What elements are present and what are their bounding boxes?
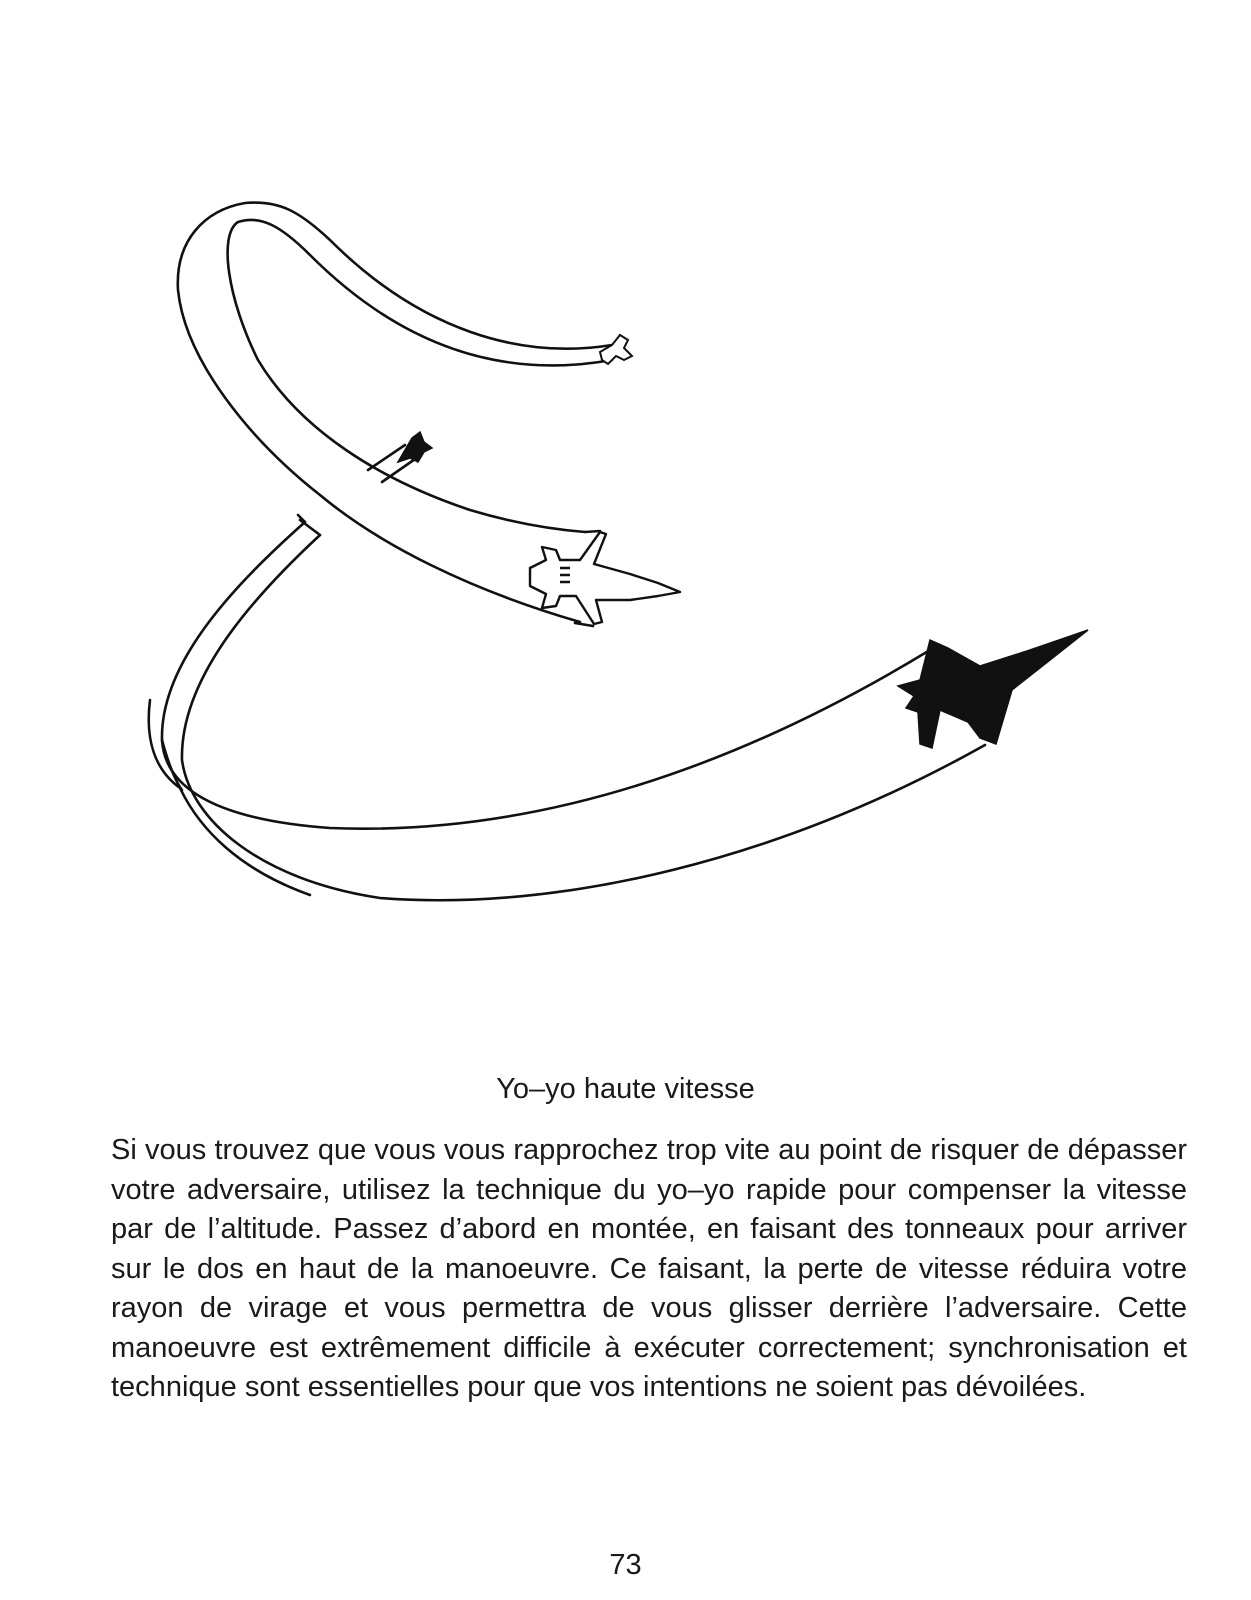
upper-ribbon-inner-edge: [228, 220, 612, 532]
large-black-jet-icon: [898, 630, 1088, 748]
outlined-jet-icon: [530, 532, 680, 624]
figure-caption: Yo–yo haute vitesse: [496, 1073, 755, 1105]
body-paragraph: Si vous trouvez que vous vous rapprochez trop vite au point de risquer de dépasser votre adversaire, utilisez la technique du yo–yo rapide pour compenser la vitesse par de l’altitude. Passez d’abord en montée, en faisant des tonneaux pour arriver sur le dos en haut de la manoeuvre. Ce faisant, la perte de vitesse réduira votre rayon de virage et vous permettra de vous glisser derrière l’adversaire. Cette manoeuvre est extrêmement difficile à exécuter correctement; synchronisation et technique sont essentielles pour que vos intentions ne soient pas dévoilées.: [111, 1134, 1187, 1403]
far-jet-icon: [600, 335, 632, 364]
page-number: 73: [609, 1549, 642, 1581]
